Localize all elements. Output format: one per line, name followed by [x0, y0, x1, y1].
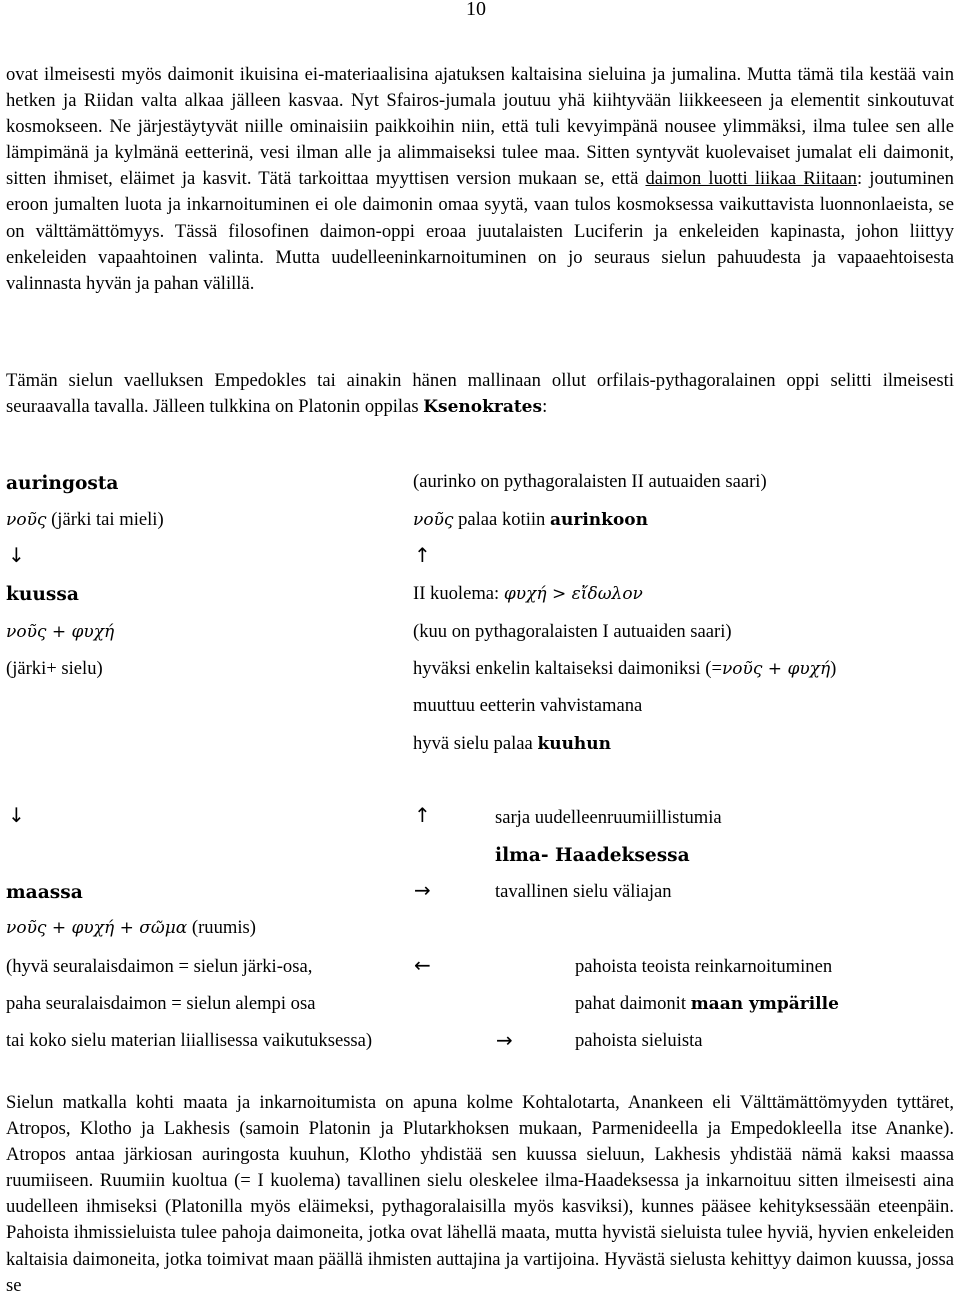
ilma-haadeksessa: ilma- Haadeksessa: [495, 845, 690, 866]
sarja: sarja uudelleenruumiillistumia: [495, 807, 722, 828]
aurinko-note: (aurinko on pythagoralaisten II autuaiden saari): [413, 471, 767, 492]
arrow-down-icon: ↓: [8, 543, 25, 567]
pahat-daimonit: pahat daimonit: [575, 993, 687, 1014]
greek-psyche-eidolon: φυχή > εἴδωλον: [503, 584, 643, 604]
pahat-daimonit-line: [575, 992, 839, 1016]
underlined-phrase: daimon luotti liikaa Riitaan: [645, 168, 857, 190]
paragraph-1-text-a: ovat ilmeisesti myös daimonit ikuisina ei-materiaalisina ajatuksen kaltaisina sieluina ja jumalina. Mutta tämä tila kestää vain hetken ja Riidan valta alkaa jälleen kasvaa. Nyt Sfairos-jumala joutuu yhä kiihtyvään liikkeeseen ja elementit sinkoutuvat kosmokseen. Ne järjestäytyvät niille ominaisiin paikkoihin niin, että tuli kevyimpänä nousee ylimmäksi, ilma tulee sen alle lämpimänä ja kylmänä eetterinä, vesi ilman alle ja alimmaiseksi tulee maa. Sitten syntyvät kuolevaiset jumalat eli daimonit, sitten ihmiset, eläimet ja kasvit. Tätä tarkoittaa myyttisen version mukaan se, että: [6, 64, 954, 190]
hyva-sielu: hyvä sielu palaa: [413, 733, 533, 754]
label-kuussa: kuussa: [6, 584, 79, 605]
hyvaksi-line: [413, 657, 836, 681]
kuuhun: kuuhun: [537, 734, 612, 754]
arrow-right-icon-2: →: [496, 1028, 513, 1052]
ksenokrates-name: Ksenokrates: [423, 397, 543, 418]
arrow-up-icon-2: ↑: [414, 803, 431, 827]
paragraph-1-text-b: : joutuminen eroon jumalten luota ja inkarnoituminen ei ole daimonin omaa syytä, vaan tulos kosmoksessa vaikuttavista luonnonlaeista, se on välttämättömyys. Tässä filosofinen daimon-oppi eroaa juutalaisten Luciferin ja enkeleiden kapinasta, johon liittyy enkeleiden vapaahtoinen valinta. Mutta uudelleeninkarnoituminen on jo seuraus sielun pahuudesta ja vapaaehtoisesta valinnasta hyvän ja pahan välillä.: [6, 168, 954, 294]
arrow-down-icon-2: ↓: [8, 803, 25, 827]
greek-nous-psyche: νοῦς + φυχή: [6, 622, 115, 642]
ruumis: (ruumis): [191, 917, 256, 938]
arrow-right-icon: →: [414, 878, 431, 902]
maan-ymparille: maan ympärille: [690, 994, 839, 1014]
palaa-kotiin-line: [413, 508, 648, 532]
paragraph-2-colon: :: [542, 396, 548, 418]
palaa-kotiin: palaa kotiin: [458, 509, 546, 530]
hyvaksi-text: hyväksi enkelin kaltaiseksi daimoniksi (=: [413, 658, 722, 679]
paragraph-3: Sielun matkalla kohti maata ja inkarnoitumista on apuna kolme Kohtalotarta, Anankeen eli Välttämättömyyden tyttäret, Atropos, Klotho ja Lakhesis (samoin Platonin ja Plutarkhoksen mukaan, Parmenideella ja Empedokleella itse Ananke). Atropos antaa järkiosan auringosta kuuhun, Klotho yhdistää sen kuussa sieluun, Lakhesis yhdistää nämä kaksi maassa ruumiiseen. Ruumiin kuoltua (= I kuolema) tavallinen sielu oleskelee ilma-Haadeksessa ja inkarnoituu sitten ilmeisesti aina uudelleen ihmiseksi (Platonilla myös eläimeksi, pythagoralaisilla myös kasviksi), kunnes pääsee kehityksessään eteenpäin. Pahoista ihmissieluista tulee pahoja daimoneita, jotka ovat lähellä maata, mutta hyvistä sieluista tulee hyviä, hyvien enkeleiden kaltaisia daimoneita, jotka toimivat maan päällä ihmisten auttajina ja vartijoina. Hyvästä sielusta kehittyy daimon kuussa, jossa se: [6, 1092, 954, 1296]
tai-koko: tai koko sielu materian liiallisessa vaikutuksessa): [6, 1030, 373, 1051]
label-maassa: maassa: [6, 882, 83, 903]
arrow-up-icon: ↑: [414, 543, 431, 567]
greek-nous-2: νοῦς: [413, 510, 454, 530]
nous-psyche-soma-line: [6, 916, 256, 940]
greek-nous: νοῦς: [6, 510, 47, 530]
muuttuu: muuttuu eetterin vahvistamana: [413, 695, 643, 716]
ii-kuolema: II kuolema:: [413, 583, 500, 604]
label-auringosta: auringosta: [6, 473, 119, 494]
kuu-note: (kuu on pythagoralaisten I autuaiden saari): [413, 621, 732, 642]
pahoista-sieluista: pahoista sieluista: [575, 1030, 703, 1051]
tavallinen: tavallinen sielu väliajan: [495, 881, 672, 902]
ii-kuolema-line: [413, 582, 643, 606]
pahoista-teoista: pahoista teoista reinkarnoituminen: [575, 956, 833, 977]
paragraph-2: [6, 368, 954, 420]
hyva-seura: (hyvä seuralaisdaimon = sielun järki-osa,: [6, 956, 313, 977]
hyva-sielu-line: [413, 732, 611, 756]
nous-line: [6, 508, 164, 532]
paragraph-1: [6, 62, 954, 297]
greek-nous-psyche-soma: νοῦς + φυχή + σῶμα: [6, 918, 188, 938]
jarki-sielu: (järki+ sielu): [6, 658, 103, 679]
paha-seura: paha seuralaisdaimon = sielun alempi osa: [6, 993, 316, 1014]
arrow-left-icon: ←: [414, 953, 431, 977]
aurinkoon: aurinkoon: [550, 510, 648, 530]
paragraph-2-text: Tämän sielun vaelluksen Empedokles tai ainakin hänen mallinaan ollut orfilais-pythagoralainen oppi selitti ilmeisesti seuraavalla tavalla. Jälleen tulkkina on Platonin oppilas: [6, 370, 954, 418]
closing-paren: ): [830, 658, 837, 679]
page-number: 10: [466, 0, 486, 20]
jarki-tai-mieli: (järki tai mieli): [51, 509, 164, 530]
greek-nous-psyche-2: νοῦς + φυχή: [721, 659, 831, 679]
